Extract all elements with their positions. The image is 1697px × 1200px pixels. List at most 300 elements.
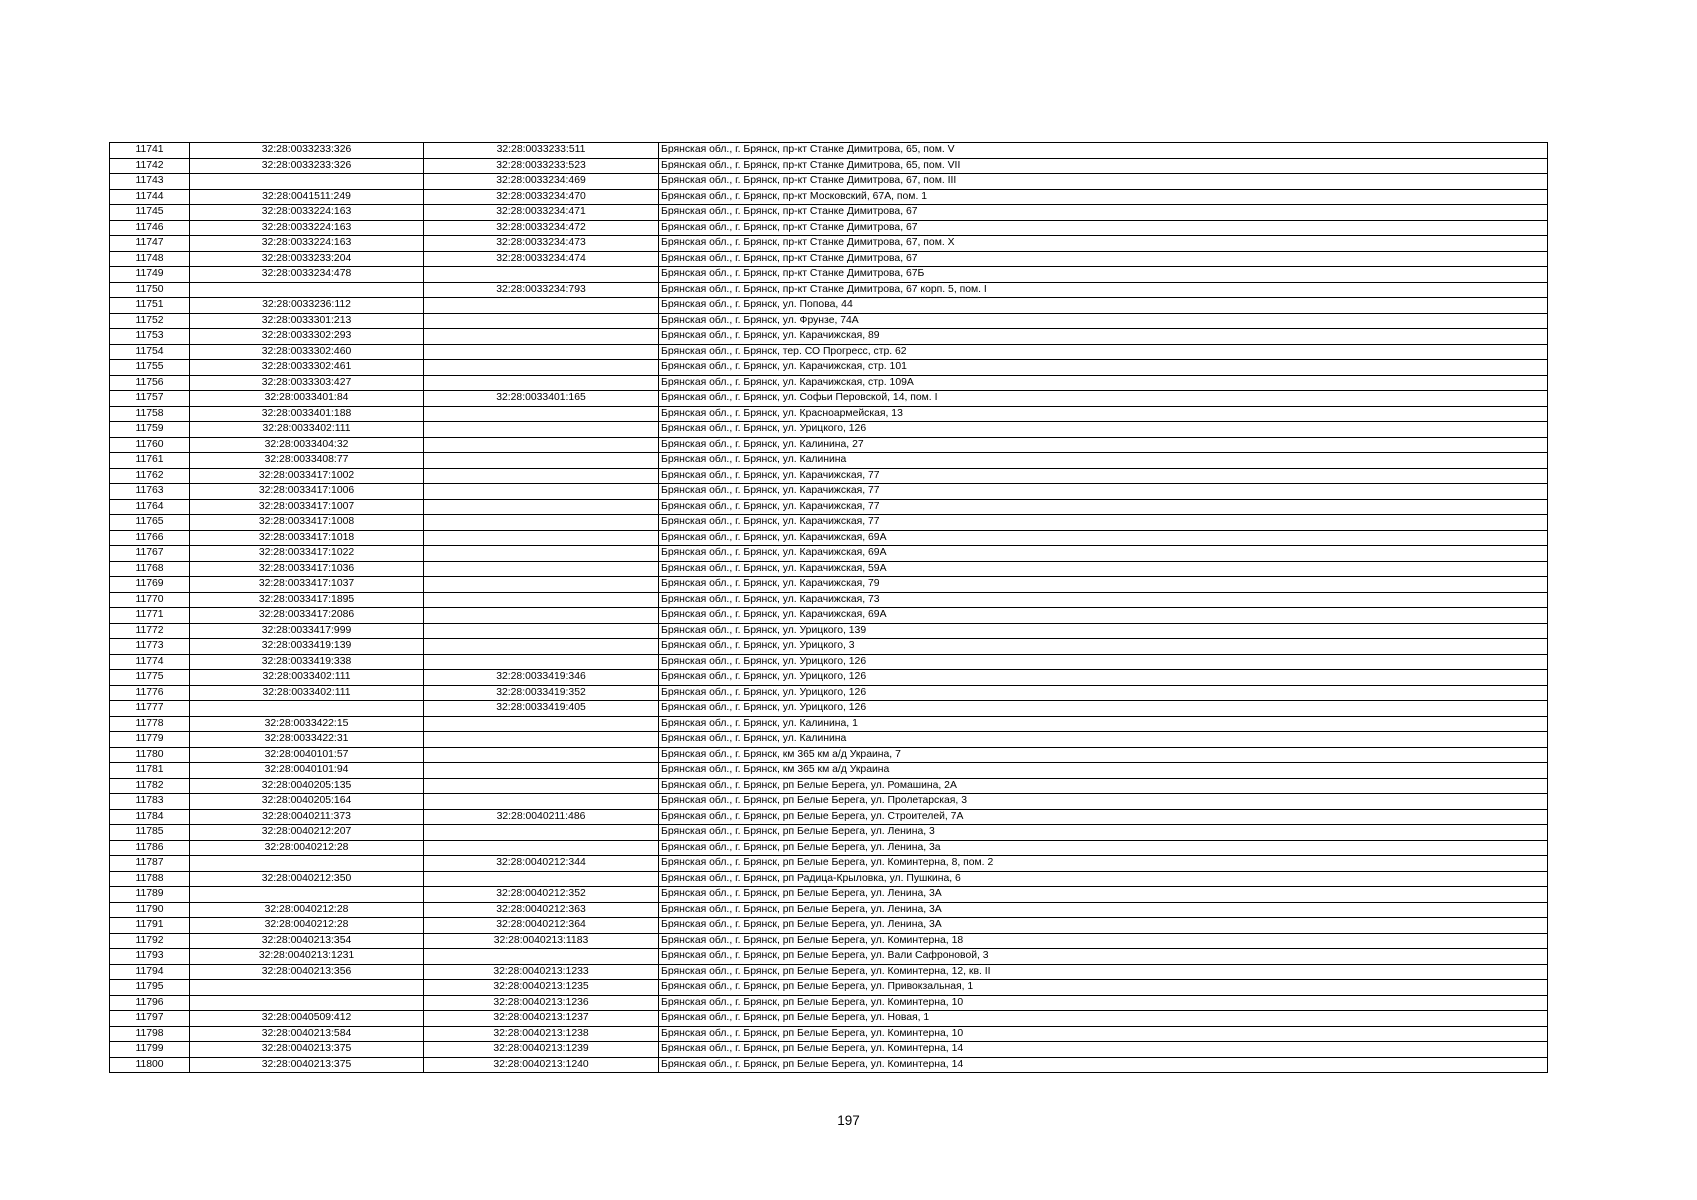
premises-cadastral-number-cell: 32:28:0040213:1239	[424, 1042, 659, 1058]
row-number-cell: 11777	[110, 701, 190, 717]
table-row	[110, 902, 1548, 918]
premises-cadastral-number-cell	[424, 794, 659, 810]
address-cell: Брянская обл., г. Брянск, ул. Калинина, 1	[659, 716, 1548, 732]
row-number-cell: 11755	[110, 360, 190, 376]
premises-cadastral-number-cell	[424, 592, 659, 608]
cadastral-number-cell: 32:28:0040212:28	[190, 840, 424, 856]
address-cell: Брянская обл., г. Брянск, рп Белые Берега, ул. Новая, 1	[659, 1011, 1548, 1027]
table-row	[110, 484, 1548, 500]
premises-cadastral-number-cell	[424, 654, 659, 670]
table-row	[110, 267, 1548, 283]
premises-cadastral-number-cell	[424, 763, 659, 779]
cadastral-number-cell: 32:28:0040205:135	[190, 778, 424, 794]
address-cell: Брянская обл., г. Брянск, пр-кт Станке Димитрова, 67	[659, 251, 1548, 267]
premises-cadastral-number-cell: 32:28:0040213:1240	[424, 1057, 659, 1073]
registry-table	[109, 142, 1548, 1073]
address-cell: Брянская обл., г. Брянск, пр-кт Станке Димитрова, 65, пом. V	[659, 143, 1548, 159]
premises-cadastral-number-cell: 32:28:0040213:1233	[424, 964, 659, 980]
table-row	[110, 871, 1548, 887]
registry-table-body	[110, 143, 1548, 1073]
table-row	[110, 515, 1548, 531]
table-row	[110, 778, 1548, 794]
premises-cadastral-number-cell	[424, 716, 659, 732]
row-number-cell: 11779	[110, 732, 190, 748]
table-row	[110, 685, 1548, 701]
table-row	[110, 980, 1548, 996]
cadastral-number-cell: 32:28:0033233:326	[190, 158, 424, 174]
row-number-cell: 11799	[110, 1042, 190, 1058]
table-row	[110, 1057, 1548, 1073]
row-number-cell: 11792	[110, 933, 190, 949]
cadastral-number-cell: 32:28:0041511:249	[190, 189, 424, 205]
premises-cadastral-number-cell	[424, 298, 659, 314]
premises-cadastral-number-cell: 32:28:0033234:472	[424, 220, 659, 236]
premises-cadastral-number-cell	[424, 499, 659, 515]
premises-cadastral-number-cell: 32:28:0040213:1238	[424, 1026, 659, 1042]
table-row	[110, 933, 1548, 949]
address-cell: Брянская обл., г. Брянск, рп Радица-Крыловка, ул. Пушкина, 6	[659, 871, 1548, 887]
premises-cadastral-number-cell	[424, 344, 659, 360]
cadastral-number-cell: 32:28:0040213:375	[190, 1042, 424, 1058]
cadastral-number-cell: 32:28:0033233:326	[190, 143, 424, 159]
table-row	[110, 747, 1548, 763]
cadastral-number-cell: 32:28:0033302:293	[190, 329, 424, 345]
table-row	[110, 453, 1548, 469]
table-row	[110, 918, 1548, 934]
address-cell: Брянская обл., г. Брянск, пр-кт Станке Димитрова, 67Б	[659, 267, 1548, 283]
table-row	[110, 1011, 1548, 1027]
row-number-cell: 11790	[110, 902, 190, 918]
table-row	[110, 391, 1548, 407]
cadastral-number-cell: 32:28:0033422:31	[190, 732, 424, 748]
premises-cadastral-number-cell: 32:28:0033401:165	[424, 391, 659, 407]
row-number-cell: 11748	[110, 251, 190, 267]
row-number-cell: 11798	[110, 1026, 190, 1042]
address-cell: Брянская обл., г. Брянск, пр-кт Станке Димитрова, 65, пом. VII	[659, 158, 1548, 174]
cadastral-number-cell: 32:28:0033417:1037	[190, 577, 424, 593]
row-number-cell: 11759	[110, 422, 190, 438]
premises-cadastral-number-cell	[424, 825, 659, 841]
cadastral-number-cell: 32:28:0033302:460	[190, 344, 424, 360]
premises-cadastral-number-cell: 32:28:0040213:1235	[424, 980, 659, 996]
table-row	[110, 298, 1548, 314]
cadastral-number-cell: 32:28:0033417:1022	[190, 546, 424, 562]
address-cell: Брянская обл., г. Брянск, км 365 км а/д Украина, 7	[659, 747, 1548, 763]
address-cell: Брянская обл., г. Брянск, ул. Урицкого, 126	[659, 685, 1548, 701]
table-row	[110, 313, 1548, 329]
premises-cadastral-number-cell: 32:28:0040212:344	[424, 856, 659, 872]
premises-cadastral-number-cell	[424, 267, 659, 283]
address-cell: Брянская обл., г. Брянск, ул. Софьи Перовской, 14, пом. I	[659, 391, 1548, 407]
table-row	[110, 251, 1548, 267]
row-number-cell: 11787	[110, 856, 190, 872]
row-number-cell: 11768	[110, 561, 190, 577]
address-cell: Брянская обл., г. Брянск, ул. Калинина	[659, 732, 1548, 748]
cadastral-number-cell	[190, 887, 424, 903]
cadastral-number-cell: 32:28:0033224:163	[190, 205, 424, 221]
cadastral-number-cell: 32:28:0033417:999	[190, 623, 424, 639]
cadastral-number-cell: 32:28:0040213:584	[190, 1026, 424, 1042]
premises-cadastral-number-cell: 32:28:0033419:405	[424, 701, 659, 717]
table-row	[110, 623, 1548, 639]
address-cell: Брянская обл., г. Брянск, рп Белые Берега, ул. Ленина, 3А	[659, 902, 1548, 918]
row-number-cell: 11754	[110, 344, 190, 360]
premises-cadastral-number-cell	[424, 623, 659, 639]
page-number: 197	[837, 1113, 860, 1128]
table-row	[110, 1026, 1548, 1042]
address-cell: Брянская обл., г. Брянск, рп Белые Берега, ул. Ленина, 3а	[659, 840, 1548, 856]
premises-cadastral-number-cell	[424, 949, 659, 965]
address-cell: Брянская обл., г. Брянск, ул. Карачижская, 77	[659, 499, 1548, 515]
cadastral-number-cell: 32:28:0040101:94	[190, 763, 424, 779]
cadastral-number-cell: 32:28:0040205:164	[190, 794, 424, 810]
cadastral-number-cell: 32:28:0040212:28	[190, 918, 424, 934]
address-cell: Брянская обл., г. Брянск, рп Белые Берега, ул. Ленина, 3А	[659, 887, 1548, 903]
cadastral-number-cell: 32:28:0040211:373	[190, 809, 424, 825]
row-number-cell: 11747	[110, 236, 190, 252]
cadastral-number-cell	[190, 856, 424, 872]
cadastral-number-cell	[190, 701, 424, 717]
table-row	[110, 282, 1548, 298]
cadastral-number-cell: 32:28:0033417:1002	[190, 468, 424, 484]
address-cell: Брянская обл., г. Брянск, ул. Карачижская, стр. 109А	[659, 375, 1548, 391]
row-number-cell: 11785	[110, 825, 190, 841]
table-row	[110, 716, 1548, 732]
row-number-cell: 11752	[110, 313, 190, 329]
premises-cadastral-number-cell: 32:28:0040213:1236	[424, 995, 659, 1011]
row-number-cell: 11769	[110, 577, 190, 593]
table-row	[110, 995, 1548, 1011]
table-row	[110, 468, 1548, 484]
row-number-cell: 11741	[110, 143, 190, 159]
address-cell: Брянская обл., г. Брянск, ул. Урицкого, 126	[659, 422, 1548, 438]
row-number-cell: 11746	[110, 220, 190, 236]
table-row	[110, 840, 1548, 856]
address-cell: Брянская обл., г. Брянск, км 365 км а/д Украина	[659, 763, 1548, 779]
cadastral-number-cell: 32:28:0040212:350	[190, 871, 424, 887]
premises-cadastral-number-cell: 32:28:0040211:486	[424, 809, 659, 825]
table-row	[110, 763, 1548, 779]
row-number-cell: 11794	[110, 964, 190, 980]
address-cell: Брянская обл., г. Брянск, пр-кт Станке Димитрова, 67	[659, 205, 1548, 221]
premises-cadastral-number-cell	[424, 468, 659, 484]
cadastral-number-cell	[190, 980, 424, 996]
table-row	[110, 329, 1548, 345]
row-number-cell: 11749	[110, 267, 190, 283]
cadastral-number-cell: 32:28:0033224:163	[190, 236, 424, 252]
table-row	[110, 220, 1548, 236]
table-row	[110, 344, 1548, 360]
address-cell: Брянская обл., г. Брянск, рп Белые Берега, ул. Коминтерна, 14	[659, 1042, 1548, 1058]
table-row	[110, 236, 1548, 252]
address-cell: Брянская обл., г. Брянск, рп Белые Берега, ул. Коминтерна, 8, пом. 2	[659, 856, 1548, 872]
table-row	[110, 794, 1548, 810]
cadastral-number-cell: 32:28:0040509:412	[190, 1011, 424, 1027]
premises-cadastral-number-cell	[424, 530, 659, 546]
cadastral-number-cell: 32:28:0033417:1018	[190, 530, 424, 546]
cadastral-number-cell: 32:28:0033417:1008	[190, 515, 424, 531]
address-cell: Брянская обл., г. Брянск, ул. Урицкого, 126	[659, 670, 1548, 686]
row-number-cell: 11800	[110, 1057, 190, 1073]
premises-cadastral-number-cell: 32:28:0033234:469	[424, 174, 659, 190]
row-number-cell: 11780	[110, 747, 190, 763]
table-row	[110, 964, 1548, 980]
premises-cadastral-number-cell: 32:28:0033233:523	[424, 158, 659, 174]
row-number-cell: 11767	[110, 546, 190, 562]
premises-cadastral-number-cell: 32:28:0033234:473	[424, 236, 659, 252]
cadastral-number-cell	[190, 282, 424, 298]
cadastral-number-cell	[190, 174, 424, 190]
row-number-cell: 11756	[110, 375, 190, 391]
premises-cadastral-number-cell	[424, 639, 659, 655]
address-cell: Брянская обл., г. Брянск, ул. Фрунзе, 74А	[659, 313, 1548, 329]
table-row	[110, 670, 1548, 686]
row-number-cell: 11763	[110, 484, 190, 500]
row-number-cell: 11744	[110, 189, 190, 205]
premises-cadastral-number-cell: 32:28:0040213:1183	[424, 933, 659, 949]
row-number-cell: 11757	[110, 391, 190, 407]
premises-cadastral-number-cell	[424, 608, 659, 624]
premises-cadastral-number-cell: 32:28:0040213:1237	[424, 1011, 659, 1027]
address-cell: Брянская обл., г. Брянск, пр-кт Станке Димитрова, 67	[659, 220, 1548, 236]
address-cell: Брянская обл., г. Брянск, рп Белые Берега, ул. Привокзальная, 1	[659, 980, 1548, 996]
row-number-cell: 11761	[110, 453, 190, 469]
cadastral-number-cell: 32:28:0033401:84	[190, 391, 424, 407]
premises-cadastral-number-cell: 32:28:0033234:793	[424, 282, 659, 298]
table-row	[110, 825, 1548, 841]
address-cell: Брянская обл., г. Брянск, рп Белые Берега, ул. Строителей, 7А	[659, 809, 1548, 825]
address-cell: Брянская обл., г. Брянск, ул. Урицкого, 126	[659, 654, 1548, 670]
premises-cadastral-number-cell	[424, 437, 659, 453]
premises-cadastral-number-cell: 32:28:0033234:471	[424, 205, 659, 221]
row-number-cell: 11784	[110, 809, 190, 825]
cadastral-number-cell: 32:28:0033233:204	[190, 251, 424, 267]
cadastral-number-cell: 32:28:0033402:111	[190, 422, 424, 438]
row-number-cell: 11760	[110, 437, 190, 453]
address-cell: Брянская обл., г. Брянск, ул. Карачижская, 79	[659, 577, 1548, 593]
row-number-cell: 11782	[110, 778, 190, 794]
address-cell: Брянская обл., г. Брянск, ул. Карачижская, 69А	[659, 530, 1548, 546]
address-cell: Брянская обл., г. Брянск, ул. Урицкого, 3	[659, 639, 1548, 655]
row-number-cell: 11773	[110, 639, 190, 655]
table-row	[110, 1042, 1548, 1058]
row-number-cell: 11750	[110, 282, 190, 298]
premises-cadastral-number-cell	[424, 313, 659, 329]
cadastral-number-cell	[190, 995, 424, 1011]
table-row	[110, 422, 1548, 438]
cadastral-number-cell: 32:28:0033303:427	[190, 375, 424, 391]
address-cell: Брянская обл., г. Брянск, ул. Карачижская, 89	[659, 329, 1548, 345]
address-cell: Брянская обл., г. Брянск, рп Белые Берега, ул. Ромашина, 2А	[659, 778, 1548, 794]
premises-cadastral-number-cell: 32:28:0033234:474	[424, 251, 659, 267]
row-number-cell: 11745	[110, 205, 190, 221]
table-row	[110, 406, 1548, 422]
table-row	[110, 592, 1548, 608]
table-row	[110, 701, 1548, 717]
table-row	[110, 437, 1548, 453]
premises-cadastral-number-cell	[424, 546, 659, 562]
premises-cadastral-number-cell	[424, 871, 659, 887]
row-number-cell: 11778	[110, 716, 190, 732]
premises-cadastral-number-cell: 32:28:0033419:352	[424, 685, 659, 701]
address-cell: Брянская обл., г. Брянск, рп Белые Берега, ул. Ленина, 3	[659, 825, 1548, 841]
address-cell: Брянская обл., г. Брянск, рп Белые Берега, ул. Вали Сафроновой, 3	[659, 949, 1548, 965]
address-cell: Брянская обл., г. Брянск, пр-кт Московский, 67А, пом. 1	[659, 189, 1548, 205]
cadastral-number-cell: 32:28:0033224:163	[190, 220, 424, 236]
premises-cadastral-number-cell: 32:28:0033234:470	[424, 189, 659, 205]
row-number-cell: 11796	[110, 995, 190, 1011]
table-row	[110, 654, 1548, 670]
table-row	[110, 530, 1548, 546]
premises-cadastral-number-cell	[424, 732, 659, 748]
cadastral-number-cell: 32:28:0033417:1007	[190, 499, 424, 515]
row-number-cell: 11776	[110, 685, 190, 701]
cadastral-number-cell: 32:28:0040213:354	[190, 933, 424, 949]
cadastral-number-cell: 32:28:0040212:207	[190, 825, 424, 841]
row-number-cell: 11771	[110, 608, 190, 624]
table-row	[110, 189, 1548, 205]
address-cell: Брянская обл., г. Брянск, ул. Урицкого, 139	[659, 623, 1548, 639]
address-cell: Брянская обл., г. Брянск, ул. Красноармейская, 13	[659, 406, 1548, 422]
address-cell: Брянская обл., г. Брянск, пр-кт Станке Димитрова, 67, пом. III	[659, 174, 1548, 190]
address-cell: Брянская обл., г. Брянск, ул. Калинина	[659, 453, 1548, 469]
address-cell: Брянская обл., г. Брянск, рп Белые Берега, ул. Пролетарская, 3	[659, 794, 1548, 810]
cadastral-number-cell: 32:28:0033236:112	[190, 298, 424, 314]
row-number-cell: 11762	[110, 468, 190, 484]
row-number-cell: 11772	[110, 623, 190, 639]
premises-cadastral-number-cell: 32:28:0040212:352	[424, 887, 659, 903]
row-number-cell: 11788	[110, 871, 190, 887]
row-number-cell: 11742	[110, 158, 190, 174]
cadastral-number-cell: 32:28:0033417:2086	[190, 608, 424, 624]
premises-cadastral-number-cell: 32:28:0040212:364	[424, 918, 659, 934]
cadastral-number-cell: 32:28:0033402:111	[190, 670, 424, 686]
premises-cadastral-number-cell	[424, 375, 659, 391]
row-number-cell: 11791	[110, 918, 190, 934]
premises-cadastral-number-cell	[424, 515, 659, 531]
address-cell: Брянская обл., г. Брянск, рп Белые Берега, ул. Коминтерна, 18	[659, 933, 1548, 949]
cadastral-number-cell: 32:28:0033302:461	[190, 360, 424, 376]
cadastral-number-cell: 32:28:0040212:28	[190, 902, 424, 918]
table-row	[110, 887, 1548, 903]
cadastral-number-cell: 32:28:0033419:139	[190, 639, 424, 655]
cadastral-number-cell: 32:28:0033301:213	[190, 313, 424, 329]
premises-cadastral-number-cell	[424, 561, 659, 577]
address-cell: Брянская обл., г. Брянск, рп Белые Берега, ул. Коминтерна, 12, кв. II	[659, 964, 1548, 980]
cadastral-number-cell: 32:28:0033402:111	[190, 685, 424, 701]
address-cell: Брянская обл., г. Брянск, ул. Карачижская, стр. 101	[659, 360, 1548, 376]
row-number-cell: 11797	[110, 1011, 190, 1027]
table-row	[110, 856, 1548, 872]
cadastral-number-cell: 32:28:0033417:1895	[190, 592, 424, 608]
cadastral-number-cell: 32:28:0033417:1006	[190, 484, 424, 500]
table-row	[110, 809, 1548, 825]
table-row	[110, 174, 1548, 190]
row-number-cell: 11795	[110, 980, 190, 996]
address-cell: Брянская обл., г. Брянск, ул. Урицкого, 126	[659, 701, 1548, 717]
row-number-cell: 11743	[110, 174, 190, 190]
table-row	[110, 732, 1548, 748]
premises-cadastral-number-cell	[424, 484, 659, 500]
cadastral-number-cell: 32:28:0040213:356	[190, 964, 424, 980]
row-number-cell: 11781	[110, 763, 190, 779]
row-number-cell: 11793	[110, 949, 190, 965]
cadastral-number-cell: 32:28:0033401:188	[190, 406, 424, 422]
row-number-cell: 11753	[110, 329, 190, 345]
table-row	[110, 143, 1548, 159]
premises-cadastral-number-cell	[424, 360, 659, 376]
cadastral-number-cell: 32:28:0040213:1231	[190, 949, 424, 965]
row-number-cell: 11764	[110, 499, 190, 515]
row-number-cell: 11783	[110, 794, 190, 810]
address-cell: Брянская обл., г. Брянск, ул. Карачижская, 77	[659, 515, 1548, 531]
premises-cadastral-number-cell	[424, 840, 659, 856]
address-cell: Брянская обл., г. Брянск, ул. Карачижская, 69А	[659, 608, 1548, 624]
row-number-cell: 11766	[110, 530, 190, 546]
table-row	[110, 375, 1548, 391]
address-cell: Брянская обл., г. Брянск, ул. Карачижская, 73	[659, 592, 1548, 608]
table-row	[110, 561, 1548, 577]
address-cell: Брянская обл., г. Брянск, ул. Карачижская, 59А	[659, 561, 1548, 577]
cadastral-number-cell: 32:28:0033422:15	[190, 716, 424, 732]
row-number-cell: 11751	[110, 298, 190, 314]
table-row	[110, 499, 1548, 515]
cadastral-number-cell: 32:28:0033404:32	[190, 437, 424, 453]
table-row	[110, 639, 1548, 655]
cadastral-number-cell: 32:28:0040213:375	[190, 1057, 424, 1073]
row-number-cell: 11770	[110, 592, 190, 608]
table-row	[110, 360, 1548, 376]
table-row	[110, 577, 1548, 593]
table-row	[110, 205, 1548, 221]
address-cell: Брянская обл., г. Брянск, рп Белые Берега, ул. Коминтерна, 14	[659, 1057, 1548, 1073]
cadastral-number-cell: 32:28:0033419:338	[190, 654, 424, 670]
row-number-cell: 11786	[110, 840, 190, 856]
address-cell: Брянская обл., г. Брянск, пр-кт Станке Димитрова, 67, пом. X	[659, 236, 1548, 252]
row-number-cell: 11775	[110, 670, 190, 686]
premises-cadastral-number-cell	[424, 406, 659, 422]
address-cell: Брянская обл., г. Брянск, ул. Попова, 44	[659, 298, 1548, 314]
premises-cadastral-number-cell: 32:28:0033233:511	[424, 143, 659, 159]
premises-cadastral-number-cell	[424, 747, 659, 763]
premises-cadastral-number-cell	[424, 778, 659, 794]
address-cell: Брянская обл., г. Брянск, рп Белые Берега, ул. Коминтерна, 10	[659, 1026, 1548, 1042]
cadastral-number-cell: 32:28:0040101:57	[190, 747, 424, 763]
address-cell: Брянская обл., г. Брянск, рп Белые Берега, ул. Коминтерна, 10	[659, 995, 1548, 1011]
address-cell: Брянская обл., г. Брянск, ул. Карачижская, 69А	[659, 546, 1548, 562]
address-cell: Брянская обл., г. Брянск, тер. СО Прогресс, стр. 62	[659, 344, 1548, 360]
table-row	[110, 546, 1548, 562]
row-number-cell: 11758	[110, 406, 190, 422]
premises-cadastral-number-cell	[424, 422, 659, 438]
row-number-cell: 11789	[110, 887, 190, 903]
cadastral-number-cell: 32:28:0033408:77	[190, 453, 424, 469]
table-row	[110, 608, 1548, 624]
address-cell: Брянская обл., г. Брянск, ул. Карачижская, 77	[659, 484, 1548, 500]
premises-cadastral-number-cell	[424, 329, 659, 345]
cadastral-number-cell: 32:28:0033234:478	[190, 267, 424, 283]
row-number-cell: 11765	[110, 515, 190, 531]
premises-cadastral-number-cell: 32:28:0033419:346	[424, 670, 659, 686]
address-cell: Брянская обл., г. Брянск, ул. Калинина, 27	[659, 437, 1548, 453]
row-number-cell: 11774	[110, 654, 190, 670]
address-cell: Брянская обл., г. Брянск, пр-кт Станке Димитрова, 67 корп. 5, пом. I	[659, 282, 1548, 298]
address-cell: Брянская обл., г. Брянск, рп Белые Берега, ул. Ленина, 3А	[659, 918, 1548, 934]
premises-cadastral-number-cell	[424, 577, 659, 593]
table-row	[110, 158, 1548, 174]
table-row	[110, 949, 1548, 965]
address-cell: Брянская обл., г. Брянск, ул. Карачижская, 77	[659, 468, 1548, 484]
